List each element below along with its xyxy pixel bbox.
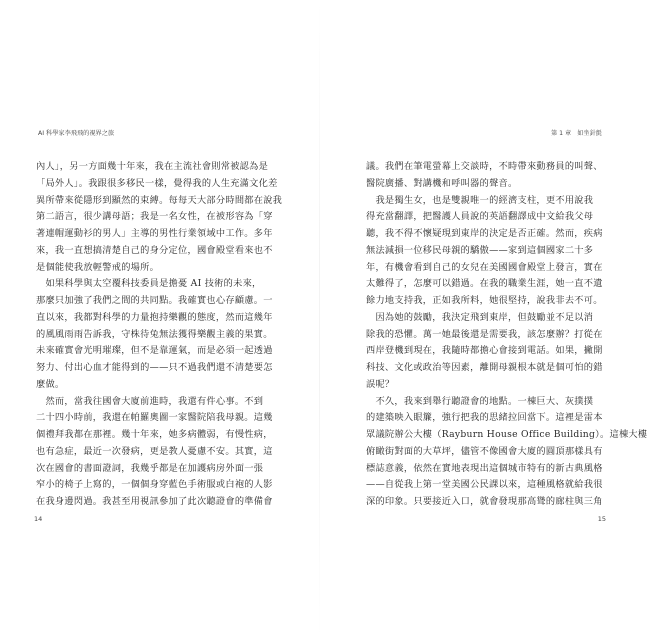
text-line: 得充當翻譯，把醫護人員說的英語翻譯成中文給我父母 [366, 211, 594, 223]
text-line: 那麼只加強了我們之間的共同點。我確實也心存顧慮。一 [36, 295, 273, 306]
text-line: 議。我們在筆電螢幕上交談時，不時帶來動務員的叫聲、 [366, 161, 603, 172]
text-line: 然而，當我往國會大廈前進時，我還有件心事。不到 [36, 395, 264, 407]
text-line: 科技、文化或政治等因素，離開母親根本就是個可怕的錯 [366, 362, 603, 373]
text-line: 也有急症，最近一次發病，更是教人憂慮不安。其實，這 [36, 445, 273, 457]
text-line: ——自從我上第一堂美國公民課以來，這種風格就給我很 [366, 479, 603, 491]
text-line: 在我身邊閃過。我甚至用視訊參加了此次聽證會的準備會 [36, 496, 273, 507]
text-line: 來，我一直想搞清楚自己的身分定位，國會殿堂看來也不 [36, 244, 273, 256]
text-line: 努力、付出心血才能得到的——只不過我們還不清楚要怎 [36, 362, 273, 373]
text-line: 麼做。 [36, 378, 65, 390]
chapter-title: 如坐針氈 [577, 130, 602, 137]
left-page [0, 0, 320, 640]
text-line: 的建築映入眼簾，強行把我的思緒拉回當下。這裡是雷本 [366, 412, 603, 424]
text-line: 不久，我來到舉行聽證會的地點。一棟巨大、灰撲撲 [366, 395, 594, 407]
book-title: AI 科學家李飛飛的視界之旅 [38, 130, 115, 137]
text-line: 太難得了，怎麼可以錯過。在我的職業生涯，她一直不遺 [366, 278, 603, 290]
text-line: 西岸登機到現在，我隨時都擔心會接到電話。如果，撇開 [366, 345, 603, 357]
text-line: 標誌意義，依然在實地表現出這個城市特有的新古典風格 [366, 462, 603, 474]
text-line: 的風風雨雨告訴我，守株待兔無法獲得樂觀主義的果實。 [36, 328, 273, 340]
text-line: 著連帽運動衫的男人」主導的男性行業領域中工作。多年 [36, 228, 273, 239]
text-line: 異所帶來從隱形到顯然的束縛。每每天大部分時間都在說我 [36, 194, 283, 206]
text-line: 除我的恐懼。萬一她最後還是需要我，該怎麼辦？打從在 [366, 328, 603, 340]
text-line: 窄小的椅子上寫的，一個個身穿藍色手術服或白袍的人影 [36, 479, 273, 491]
body-text-right [366, 159, 647, 511]
text-line: 誤呢？ [366, 378, 395, 390]
text-line: 未來確實會光明璀璨，但不是靠運氣，而是必須一起透過 [36, 345, 273, 357]
text-line: 因為她的鼓勵，我決定飛到東岸，但鼓勵並不足以消 [366, 311, 594, 323]
running-head-left [38, 128, 114, 137]
text-line: 聽，我不得不懷疑現到東岸的決定是否正確。然而，疾病 [366, 228, 603, 239]
text-line: 餘力地支持我，正如我所料，她很堅持，說我非去不可。 [366, 295, 603, 306]
text-line: 「局外人」。我跟很多移民一樣，覺得我的人生充滿文化差 [36, 177, 278, 189]
text-line: 次在國會的書面證詞，我幾乎都是在加護病房外面一張 [36, 462, 264, 474]
right-page [320, 0, 647, 640]
text-line: 醫院廣播、對講機和呼叫器的聲音。 [366, 177, 518, 189]
text-line: 個禮拜我都在那裡。幾十年來，她多病體弱，有慢性病， [36, 429, 273, 440]
chapter-number: 第 1 章 [551, 130, 572, 137]
running-head-right [551, 128, 602, 137]
text-line: 二十四小時前，我還在帕羅奧圖一家醫院陪我母親。這幾 [36, 412, 273, 424]
page-number-left: 14 [34, 515, 43, 523]
text-line: 直以來，我都對科學的力量抱持樂觀的態度，然而這幾年 [36, 311, 273, 323]
text-line: 是個能使我放輕警戒的場所。 [36, 261, 160, 273]
text-line: 眾議院辦公大樓（Rayburn House Office Building）。這棟大樓 [366, 429, 647, 440]
text-line: 第二語言，很少講母語；我是一名女性，在被形容為「穿 [36, 211, 273, 223]
text-line: 深的印象。只要接近入口，就會發現那高聳的廊柱與三角 [366, 496, 603, 507]
text-line: 內人」，另一方面幾十年來，我在主流社會則常被認為是 [36, 161, 269, 172]
text-line: 無法減損一位移民母親的驕傲——家到這個國家二十多 [366, 244, 594, 256]
text-line: 如果科學與太空覆科技委員是擔憂 AI 技術的未來， [36, 278, 262, 290]
text-line: 年，有機會看到自己的女兒在美國國會殿堂上發言，實在 [366, 261, 603, 273]
text-line: 俯瞰街對面的大草坪，儘管不像國會大廈的圓頂那樣具有 [366, 445, 603, 457]
body-text-left [36, 159, 283, 511]
page-number-right: 15 [597, 515, 606, 523]
text-line: 我是獨生女，也是雙親唯一的經濟支柱，更不用說我 [366, 194, 594, 206]
